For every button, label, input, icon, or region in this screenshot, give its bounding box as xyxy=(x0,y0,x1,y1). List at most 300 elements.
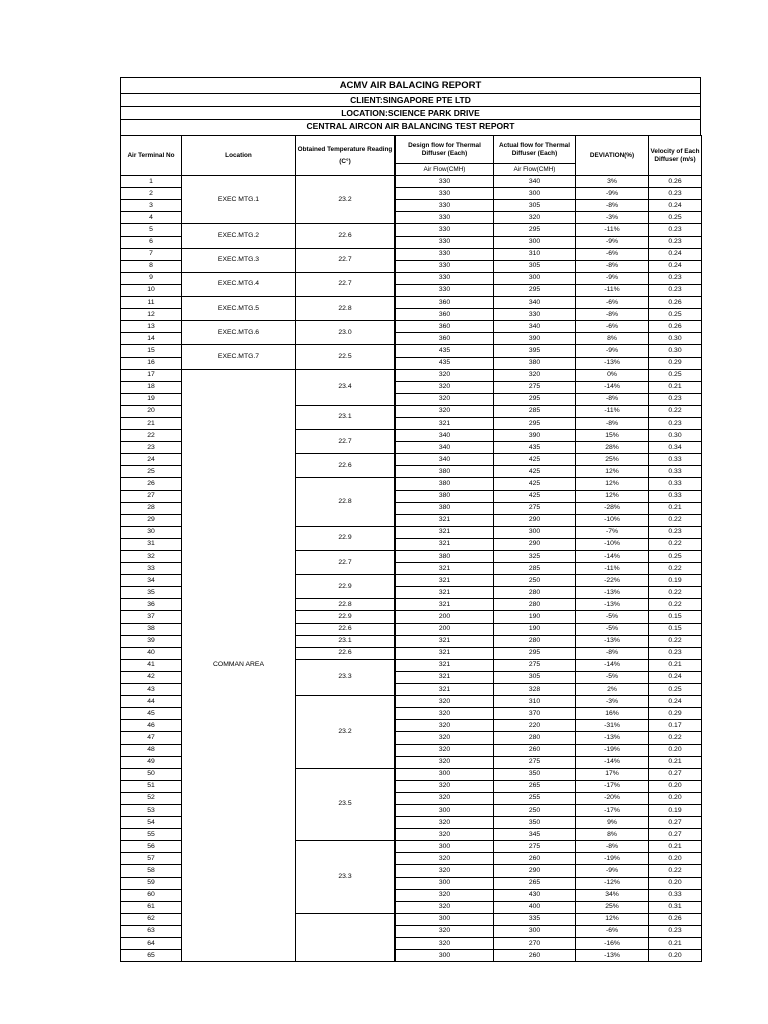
location-line: LOCATION:SCIENCE PARK DRIVE xyxy=(120,106,701,119)
terminal-no-cell: 59 xyxy=(121,877,182,889)
deviation-cell: -13% xyxy=(576,599,649,611)
temperature-cell: 22.8 xyxy=(296,297,395,321)
design-flow-cell: 321 xyxy=(396,684,494,696)
velocity-cell: 0.29 xyxy=(649,357,702,369)
velocity-cell: 0.24 xyxy=(649,200,702,212)
design-flow-cell: 320 xyxy=(396,817,494,829)
temperature-cell: 22.9 xyxy=(296,526,395,550)
actual-flow-cell: 280 xyxy=(494,587,576,599)
location-cell: EXEC.MTG.2 xyxy=(182,224,296,248)
velocity-cell: 0.21 xyxy=(649,841,702,853)
terminal-no-cell: 4 xyxy=(121,212,182,224)
velocity-cell: 0.25 xyxy=(649,309,702,321)
terminal-no-cell: 52 xyxy=(121,792,182,804)
velocity-cell: 0.33 xyxy=(649,889,702,901)
location-cell: EXEC.MTG.6 xyxy=(182,321,296,345)
velocity-cell: 0.19 xyxy=(649,575,702,587)
actual-flow-cell: 265 xyxy=(494,780,576,792)
deviation-cell: 12% xyxy=(576,490,649,502)
velocity-cell: 0.23 xyxy=(649,925,702,937)
actual-flow-cell: 330 xyxy=(494,309,576,321)
velocity-cell: 0.24 xyxy=(649,260,702,272)
deviation-cell: 25% xyxy=(576,901,649,913)
deviation-cell: -9% xyxy=(576,236,649,248)
design-flow-cell: 320 xyxy=(396,369,494,381)
temperature-cell: 22.6 xyxy=(296,623,395,635)
actual-flow-cell: 295 xyxy=(494,393,576,405)
terminal-no-cell: 24 xyxy=(121,454,182,466)
actual-flow-cell: 350 xyxy=(494,817,576,829)
design-flow-cell: 340 xyxy=(396,442,494,454)
terminal-no-cell: 29 xyxy=(121,514,182,526)
velocity-cell: 0.25 xyxy=(649,212,702,224)
location-cell: EXEC.MTG.4 xyxy=(182,272,296,296)
design-flow-cell: 300 xyxy=(396,804,494,816)
design-flow-cell: 320 xyxy=(396,405,494,417)
deviation-cell: 12% xyxy=(576,466,649,478)
actual-flow-cell: 400 xyxy=(494,901,576,913)
balancing-table xyxy=(120,135,702,962)
actual-flow-cell: 250 xyxy=(494,575,576,587)
terminal-no-cell: 6 xyxy=(121,236,182,248)
table-row xyxy=(121,369,702,381)
design-flow-cell: 321 xyxy=(396,671,494,683)
velocity-cell: 0.22 xyxy=(649,587,702,599)
terminal-no-cell: 48 xyxy=(121,744,182,756)
design-flow-cell: 320 xyxy=(396,938,494,950)
design-flow-cell: 360 xyxy=(396,333,494,345)
terminal-no-cell: 22 xyxy=(121,430,182,442)
deviation-cell: -5% xyxy=(576,611,649,623)
temperature-cell: 22.9 xyxy=(296,575,395,599)
deviation-cell: 2% xyxy=(576,684,649,696)
velocity-cell: 0.22 xyxy=(649,538,702,550)
design-flow-cell: 330 xyxy=(396,200,494,212)
design-flow-cell: 320 xyxy=(396,829,494,841)
design-flow-cell: 330 xyxy=(396,284,494,296)
actual-flow-cell: 290 xyxy=(494,514,576,526)
design-flow-cell: 321 xyxy=(396,635,494,647)
terminal-no-cell: 2 xyxy=(121,188,182,200)
velocity-cell: 0.23 xyxy=(649,417,702,429)
temperature-cell: 23.1 xyxy=(296,405,395,429)
actual-flow-cell: 325 xyxy=(494,551,576,563)
velocity-cell: 0.23 xyxy=(649,224,702,236)
design-flow-cell: 360 xyxy=(396,297,494,309)
design-flow-cell: 360 xyxy=(396,309,494,321)
deviation-cell: -13% xyxy=(576,587,649,599)
temperature-cell: 23.1 xyxy=(296,635,395,647)
temperature-cell: 22.8 xyxy=(296,478,395,526)
velocity-cell: 0.20 xyxy=(649,792,702,804)
design-flow-cell: 200 xyxy=(396,623,494,635)
terminal-no-cell: 63 xyxy=(121,925,182,937)
actual-flow-cell: 275 xyxy=(494,841,576,853)
header-design-flow: Design flow for Thermal Diffuser (Each) xyxy=(396,136,494,164)
design-flow-cell: 330 xyxy=(396,272,494,284)
actual-flow-cell: 340 xyxy=(494,176,576,188)
temperature-cell: 23.5 xyxy=(296,768,395,841)
temperature-cell xyxy=(296,913,395,961)
header-location: Location xyxy=(182,136,296,176)
actual-flow-cell: 285 xyxy=(494,405,576,417)
actual-flow-cell: 305 xyxy=(494,200,576,212)
velocity-cell: 0.22 xyxy=(649,635,702,647)
terminal-no-cell: 27 xyxy=(121,490,182,502)
actual-flow-cell: 350 xyxy=(494,768,576,780)
velocity-cell: 0.20 xyxy=(649,853,702,865)
velocity-cell: 0.19 xyxy=(649,804,702,816)
velocity-cell: 0.33 xyxy=(649,490,702,502)
terminal-no-cell: 7 xyxy=(121,248,182,260)
terminal-no-cell: 36 xyxy=(121,599,182,611)
deviation-cell: -20% xyxy=(576,792,649,804)
terminal-no-cell: 3 xyxy=(121,200,182,212)
actual-flow-cell: 335 xyxy=(494,913,576,925)
actual-flow-cell: 340 xyxy=(494,321,576,333)
actual-flow-cell: 295 xyxy=(494,224,576,236)
actual-flow-cell: 300 xyxy=(494,236,576,248)
report-title: ACMV AIR BALACING REPORT xyxy=(120,77,701,93)
actual-flow-cell: 250 xyxy=(494,804,576,816)
terminal-no-cell: 23 xyxy=(121,442,182,454)
velocity-cell: 0.27 xyxy=(649,768,702,780)
terminal-no-cell: 10 xyxy=(121,284,182,296)
terminal-no-cell: 37 xyxy=(121,611,182,623)
terminal-no-cell: 55 xyxy=(121,829,182,841)
actual-flow-cell: 430 xyxy=(494,889,576,901)
terminal-no-cell: 58 xyxy=(121,865,182,877)
design-flow-cell: 320 xyxy=(396,696,494,708)
velocity-cell: 0.23 xyxy=(649,188,702,200)
temperature-cell: 23.3 xyxy=(296,659,395,695)
terminal-no-cell: 30 xyxy=(121,526,182,538)
deviation-cell: 3% xyxy=(576,176,649,188)
velocity-cell: 0.22 xyxy=(649,405,702,417)
deviation-cell: -6% xyxy=(576,321,649,333)
deviation-cell: -8% xyxy=(576,200,649,212)
actual-flow-cell: 260 xyxy=(494,744,576,756)
temperature-cell: 22.6 xyxy=(296,647,395,659)
actual-flow-cell: 390 xyxy=(494,333,576,345)
design-flow-cell: 300 xyxy=(396,877,494,889)
velocity-cell: 0.26 xyxy=(649,913,702,925)
terminal-no-cell: 50 xyxy=(121,768,182,780)
actual-flow-cell: 395 xyxy=(494,345,576,357)
velocity-cell: 0.24 xyxy=(649,248,702,260)
design-flow-cell: 380 xyxy=(396,551,494,563)
design-flow-cell: 321 xyxy=(396,538,494,550)
terminal-no-cell: 43 xyxy=(121,684,182,696)
design-flow-cell: 320 xyxy=(396,925,494,937)
actual-flow-cell: 340 xyxy=(494,297,576,309)
deviation-cell: -6% xyxy=(576,248,649,260)
location-cell: EXEC.MTG.7 xyxy=(182,345,296,369)
deviation-cell: -14% xyxy=(576,756,649,768)
terminal-no-cell: 41 xyxy=(121,659,182,671)
design-flow-cell: 435 xyxy=(396,345,494,357)
deviation-cell: 8% xyxy=(576,829,649,841)
deviation-cell: -8% xyxy=(576,417,649,429)
terminal-no-cell: 31 xyxy=(121,538,182,550)
design-flow-cell: 320 xyxy=(396,865,494,877)
deviation-cell: -19% xyxy=(576,744,649,756)
velocity-cell: 0.31 xyxy=(649,901,702,913)
design-flow-cell: 320 xyxy=(396,853,494,865)
design-flow-cell: 320 xyxy=(396,780,494,792)
deviation-cell: 12% xyxy=(576,913,649,925)
actual-flow-cell: 255 xyxy=(494,792,576,804)
table-row xyxy=(121,176,702,188)
deviation-cell: -16% xyxy=(576,938,649,950)
header-actual-flow: Actual flow for Thermal Diffuser (Each) xyxy=(494,136,576,164)
terminal-no-cell: 44 xyxy=(121,696,182,708)
report-sheet xyxy=(120,77,701,962)
actual-flow-cell: 295 xyxy=(494,284,576,296)
deviation-cell: -6% xyxy=(576,297,649,309)
deviation-cell: -14% xyxy=(576,381,649,393)
design-flow-cell: 320 xyxy=(396,708,494,720)
terminal-no-cell: 5 xyxy=(121,224,182,236)
actual-flow-cell: 435 xyxy=(494,442,576,454)
deviation-cell: -28% xyxy=(576,502,649,514)
temperature-cell: 22.7 xyxy=(296,272,395,296)
design-flow-cell: 340 xyxy=(396,454,494,466)
actual-flow-cell: 280 xyxy=(494,599,576,611)
header-velocity: Velocity of Each Diffuser (m/s) xyxy=(649,136,702,176)
deviation-cell: 12% xyxy=(576,478,649,490)
velocity-cell: 0.17 xyxy=(649,720,702,732)
velocity-cell: 0.21 xyxy=(649,381,702,393)
deviation-cell: -9% xyxy=(576,272,649,284)
terminal-no-cell: 39 xyxy=(121,635,182,647)
velocity-cell: 0.21 xyxy=(649,659,702,671)
deviation-cell: -3% xyxy=(576,696,649,708)
temperature-cell: 22.7 xyxy=(296,430,395,454)
velocity-cell: 0.23 xyxy=(649,393,702,405)
design-flow-cell: 320 xyxy=(396,901,494,913)
terminal-no-cell: 38 xyxy=(121,623,182,635)
temperature-cell: 22.7 xyxy=(296,248,395,272)
design-flow-cell: 320 xyxy=(396,756,494,768)
velocity-cell: 0.27 xyxy=(649,817,702,829)
deviation-cell: -13% xyxy=(576,357,649,369)
terminal-no-cell: 64 xyxy=(121,938,182,950)
table-body xyxy=(121,176,702,962)
deviation-cell: -8% xyxy=(576,309,649,321)
velocity-cell: 0.25 xyxy=(649,551,702,563)
location-cell: EXEC.MTG.5 xyxy=(182,297,296,321)
design-flow-cell: 330 xyxy=(396,260,494,272)
velocity-cell: 0.23 xyxy=(649,272,702,284)
actual-flow-cell: 425 xyxy=(494,478,576,490)
velocity-cell: 0.21 xyxy=(649,938,702,950)
terminal-no-cell: 28 xyxy=(121,502,182,514)
terminal-no-cell: 47 xyxy=(121,732,182,744)
velocity-cell: 0.26 xyxy=(649,176,702,188)
velocity-cell: 0.24 xyxy=(649,696,702,708)
deviation-cell: -11% xyxy=(576,224,649,236)
velocity-cell: 0.20 xyxy=(649,780,702,792)
temperature-cell: 22.6 xyxy=(296,454,395,478)
design-flow-cell: 330 xyxy=(396,212,494,224)
actual-flow-cell: 280 xyxy=(494,635,576,647)
deviation-cell: 28% xyxy=(576,442,649,454)
actual-flow-cell: 300 xyxy=(494,526,576,538)
design-flow-cell: 320 xyxy=(396,732,494,744)
terminal-no-cell: 57 xyxy=(121,853,182,865)
location-cell: EXEC MTG.1 xyxy=(182,176,296,224)
velocity-cell: 0.24 xyxy=(649,671,702,683)
deviation-cell: 16% xyxy=(576,708,649,720)
deviation-cell: 0% xyxy=(576,369,649,381)
deviation-cell: -8% xyxy=(576,393,649,405)
design-flow-cell: 330 xyxy=(396,248,494,260)
actual-flow-cell: 310 xyxy=(494,248,576,260)
actual-flow-cell: 295 xyxy=(494,647,576,659)
design-flow-cell: 320 xyxy=(396,792,494,804)
header-design-unit: Air Flow(CMH) xyxy=(396,164,494,176)
actual-flow-cell: 380 xyxy=(494,357,576,369)
actual-flow-cell: 265 xyxy=(494,877,576,889)
actual-flow-cell: 260 xyxy=(494,950,576,962)
client-line: CLIENT:SINGAPORE PTE LTD xyxy=(120,93,701,106)
deviation-cell: -22% xyxy=(576,575,649,587)
terminal-no-cell: 1 xyxy=(121,176,182,188)
actual-flow-cell: 270 xyxy=(494,938,576,950)
velocity-cell: 0.21 xyxy=(649,756,702,768)
terminal-no-cell: 8 xyxy=(121,260,182,272)
terminal-no-cell: 17 xyxy=(121,369,182,381)
velocity-cell: 0.30 xyxy=(649,333,702,345)
design-flow-cell: 360 xyxy=(396,321,494,333)
terminal-no-cell: 32 xyxy=(121,551,182,563)
velocity-cell: 0.29 xyxy=(649,708,702,720)
header-temperature-unit: (C°) xyxy=(339,157,351,165)
design-flow-cell: 300 xyxy=(396,950,494,962)
deviation-cell: 17% xyxy=(576,768,649,780)
velocity-cell: 0.22 xyxy=(649,514,702,526)
terminal-no-cell: 53 xyxy=(121,804,182,816)
deviation-cell: -6% xyxy=(576,925,649,937)
design-flow-cell: 330 xyxy=(396,224,494,236)
actual-flow-cell: 328 xyxy=(494,684,576,696)
velocity-cell: 0.25 xyxy=(649,369,702,381)
actual-flow-cell: 345 xyxy=(494,829,576,841)
terminal-no-cell: 20 xyxy=(121,405,182,417)
design-flow-cell: 321 xyxy=(396,659,494,671)
header-temperature-label: Obtained Temperature Reading xyxy=(297,146,393,154)
deviation-cell: -17% xyxy=(576,804,649,816)
temperature-cell: 22.6 xyxy=(296,224,395,248)
design-flow-cell: 330 xyxy=(396,176,494,188)
velocity-cell: 0.22 xyxy=(649,865,702,877)
actual-flow-cell: 295 xyxy=(494,417,576,429)
actual-flow-cell: 300 xyxy=(494,925,576,937)
terminal-no-cell: 54 xyxy=(121,817,182,829)
temperature-cell: 23.2 xyxy=(296,176,395,224)
deviation-cell: 25% xyxy=(576,454,649,466)
terminal-no-cell: 12 xyxy=(121,309,182,321)
deviation-cell: -14% xyxy=(576,659,649,671)
actual-flow-cell: 290 xyxy=(494,865,576,877)
design-flow-cell: 320 xyxy=(396,393,494,405)
velocity-cell: 0.23 xyxy=(649,284,702,296)
terminal-no-cell: 33 xyxy=(121,563,182,575)
table-row xyxy=(121,272,702,284)
actual-flow-cell: 275 xyxy=(494,381,576,393)
actual-flow-cell: 285 xyxy=(494,563,576,575)
actual-flow-cell: 190 xyxy=(494,611,576,623)
velocity-cell: 0.30 xyxy=(649,430,702,442)
velocity-cell: 0.21 xyxy=(649,502,702,514)
actual-flow-cell: 290 xyxy=(494,538,576,550)
terminal-no-cell: 25 xyxy=(121,466,182,478)
header-temperature xyxy=(296,136,395,176)
deviation-cell: -31% xyxy=(576,720,649,732)
design-flow-cell: 321 xyxy=(396,526,494,538)
deviation-cell: -17% xyxy=(576,780,649,792)
temperature-cell: 22.7 xyxy=(296,551,395,575)
actual-flow-cell: 190 xyxy=(494,623,576,635)
location-cell: COMMAN AREA xyxy=(182,369,296,962)
actual-flow-cell: 425 xyxy=(494,454,576,466)
design-flow-cell: 380 xyxy=(396,502,494,514)
deviation-cell: 15% xyxy=(576,430,649,442)
deviation-cell: -10% xyxy=(576,514,649,526)
temperature-cell: 22.9 xyxy=(296,611,395,623)
velocity-cell: 0.15 xyxy=(649,611,702,623)
report-subtitle: CENTRAL AIRCON AIR BALANCING TEST REPORT xyxy=(120,119,701,132)
design-flow-cell: 321 xyxy=(396,587,494,599)
deviation-cell: -3% xyxy=(576,212,649,224)
actual-flow-cell: 310 xyxy=(494,696,576,708)
deviation-cell: -8% xyxy=(576,647,649,659)
header-deviation: DEVIATION(%) xyxy=(576,136,649,176)
header-actual-unit: Air Flow(CMH) xyxy=(494,164,576,176)
design-flow-cell: 320 xyxy=(396,720,494,732)
actual-flow-cell: 260 xyxy=(494,853,576,865)
deviation-cell: -11% xyxy=(576,405,649,417)
velocity-cell: 0.23 xyxy=(649,526,702,538)
velocity-cell: 0.22 xyxy=(649,563,702,575)
deviation-cell: -19% xyxy=(576,853,649,865)
design-flow-cell: 320 xyxy=(396,744,494,756)
design-flow-cell: 200 xyxy=(396,611,494,623)
design-flow-cell: 321 xyxy=(396,599,494,611)
temperature-cell: 23.0 xyxy=(296,321,395,345)
design-flow-cell: 300 xyxy=(396,913,494,925)
deviation-cell: -7% xyxy=(576,526,649,538)
velocity-cell: 0.22 xyxy=(649,599,702,611)
deviation-cell: -11% xyxy=(576,563,649,575)
terminal-no-cell: 56 xyxy=(121,841,182,853)
design-flow-cell: 380 xyxy=(396,466,494,478)
temperature-cell: 23.4 xyxy=(296,369,395,405)
velocity-cell: 0.20 xyxy=(649,744,702,756)
table-row xyxy=(121,297,702,309)
velocity-cell: 0.33 xyxy=(649,466,702,478)
table-row xyxy=(121,224,702,236)
terminal-no-cell: 15 xyxy=(121,345,182,357)
actual-flow-cell: 275 xyxy=(494,502,576,514)
velocity-cell: 0.30 xyxy=(649,345,702,357)
velocity-cell: 0.22 xyxy=(649,732,702,744)
deviation-cell: -12% xyxy=(576,877,649,889)
velocity-cell: 0.15 xyxy=(649,623,702,635)
terminal-no-cell: 46 xyxy=(121,720,182,732)
deviation-cell: -5% xyxy=(576,623,649,635)
